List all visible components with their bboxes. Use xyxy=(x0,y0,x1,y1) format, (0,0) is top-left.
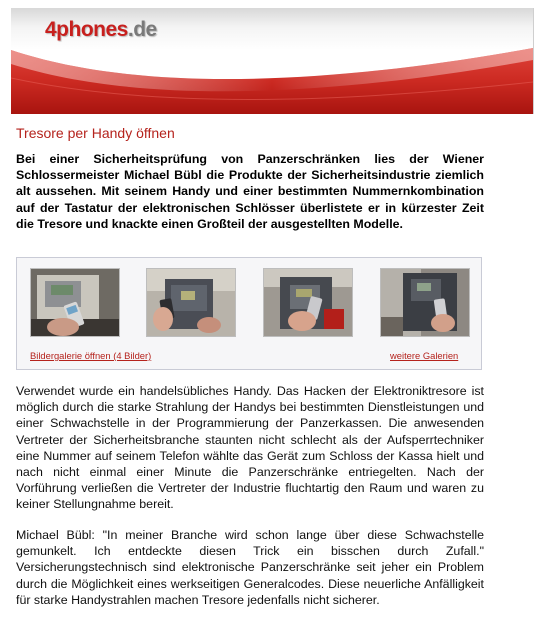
article-paragraph: Michael Bübl: "In meiner Branche wird schon lange über diese Schwachstelle gemunkelt. Ich entdeckte diesen Trick ein bisschen durch Zufall." Versicherungstechnisch sind elektronische Panzerschränke seit jeher ein Problem durch die Möglichkeit eines werkseitigen Generalcodes. Diese neuerliche Anfälligkeit für starke Handystrahlen machen Tresore jedenfalls nicht sicherer. xyxy=(16,528,484,607)
logo-tld-text: .de xyxy=(127,18,157,41)
gallery-thumbnail-1[interactable] xyxy=(30,268,120,337)
article-headline: Tresore per Handy öffnen xyxy=(16,125,175,141)
photo-gallery xyxy=(16,257,482,370)
more-galleries-link[interactable]: weitere Galerien xyxy=(390,350,459,361)
gallery-thumbnail-4[interactable] xyxy=(380,268,470,337)
logo-brand-text: 4phones xyxy=(45,18,128,41)
gallery-thumbnail-2[interactable] xyxy=(146,268,236,337)
gallery-thumbnail-3[interactable] xyxy=(263,268,353,337)
article-lead: Bei einer Sicherheitsprüfung von Panzerschränken lies der Wiener Schlossermeister Michael Bübl die Produkte der Sicherheitsindustrie ziemlich alt aussehen. Mit seinem Handy und einer bestimmten Nummernkombination auf der Tastatur der elektronischen Schlösser überlistete er in kürzester Zeit die Tresore und knackte einen Großteil der ausgestellten Modelle. xyxy=(16,152,484,231)
safe-door-phone-photo xyxy=(147,269,235,336)
safe-keypad-phone-photo xyxy=(31,269,119,336)
safe-cabinet-phone-photo xyxy=(381,269,469,336)
safe-lock-phone-photo xyxy=(264,269,352,336)
article-paragraph: Verwendet wurde ein handelsübliches Handy. Das Hacken der Elektroniktresore ist möglich durch die starke Strahlung der Handys bei bestimmten Dienstleistungen und einer Schwachstelle in der Programmierung der Panzerkassen. Die anwesenden Vertreter der Sicherheitsbranche staunten nicht schlecht als der Aufsperrtechniker eine Nummer auf seinem Telefon wählte das Gerät zum Schloss der Kassa hielt und nach nicht einmal einer Minute die Panzerschränke entriegelten. Nach der Vorführung verließen die Vertreter der Industrie fluchtartig den Raum und waren zu keiner Stellungnahme bereit. xyxy=(16,384,484,512)
open-gallery-link[interactable]: Bildergalerie öffnen (4 Bilder) xyxy=(30,350,152,361)
site-header-banner xyxy=(11,8,534,114)
site-logo[interactable] xyxy=(45,18,157,42)
